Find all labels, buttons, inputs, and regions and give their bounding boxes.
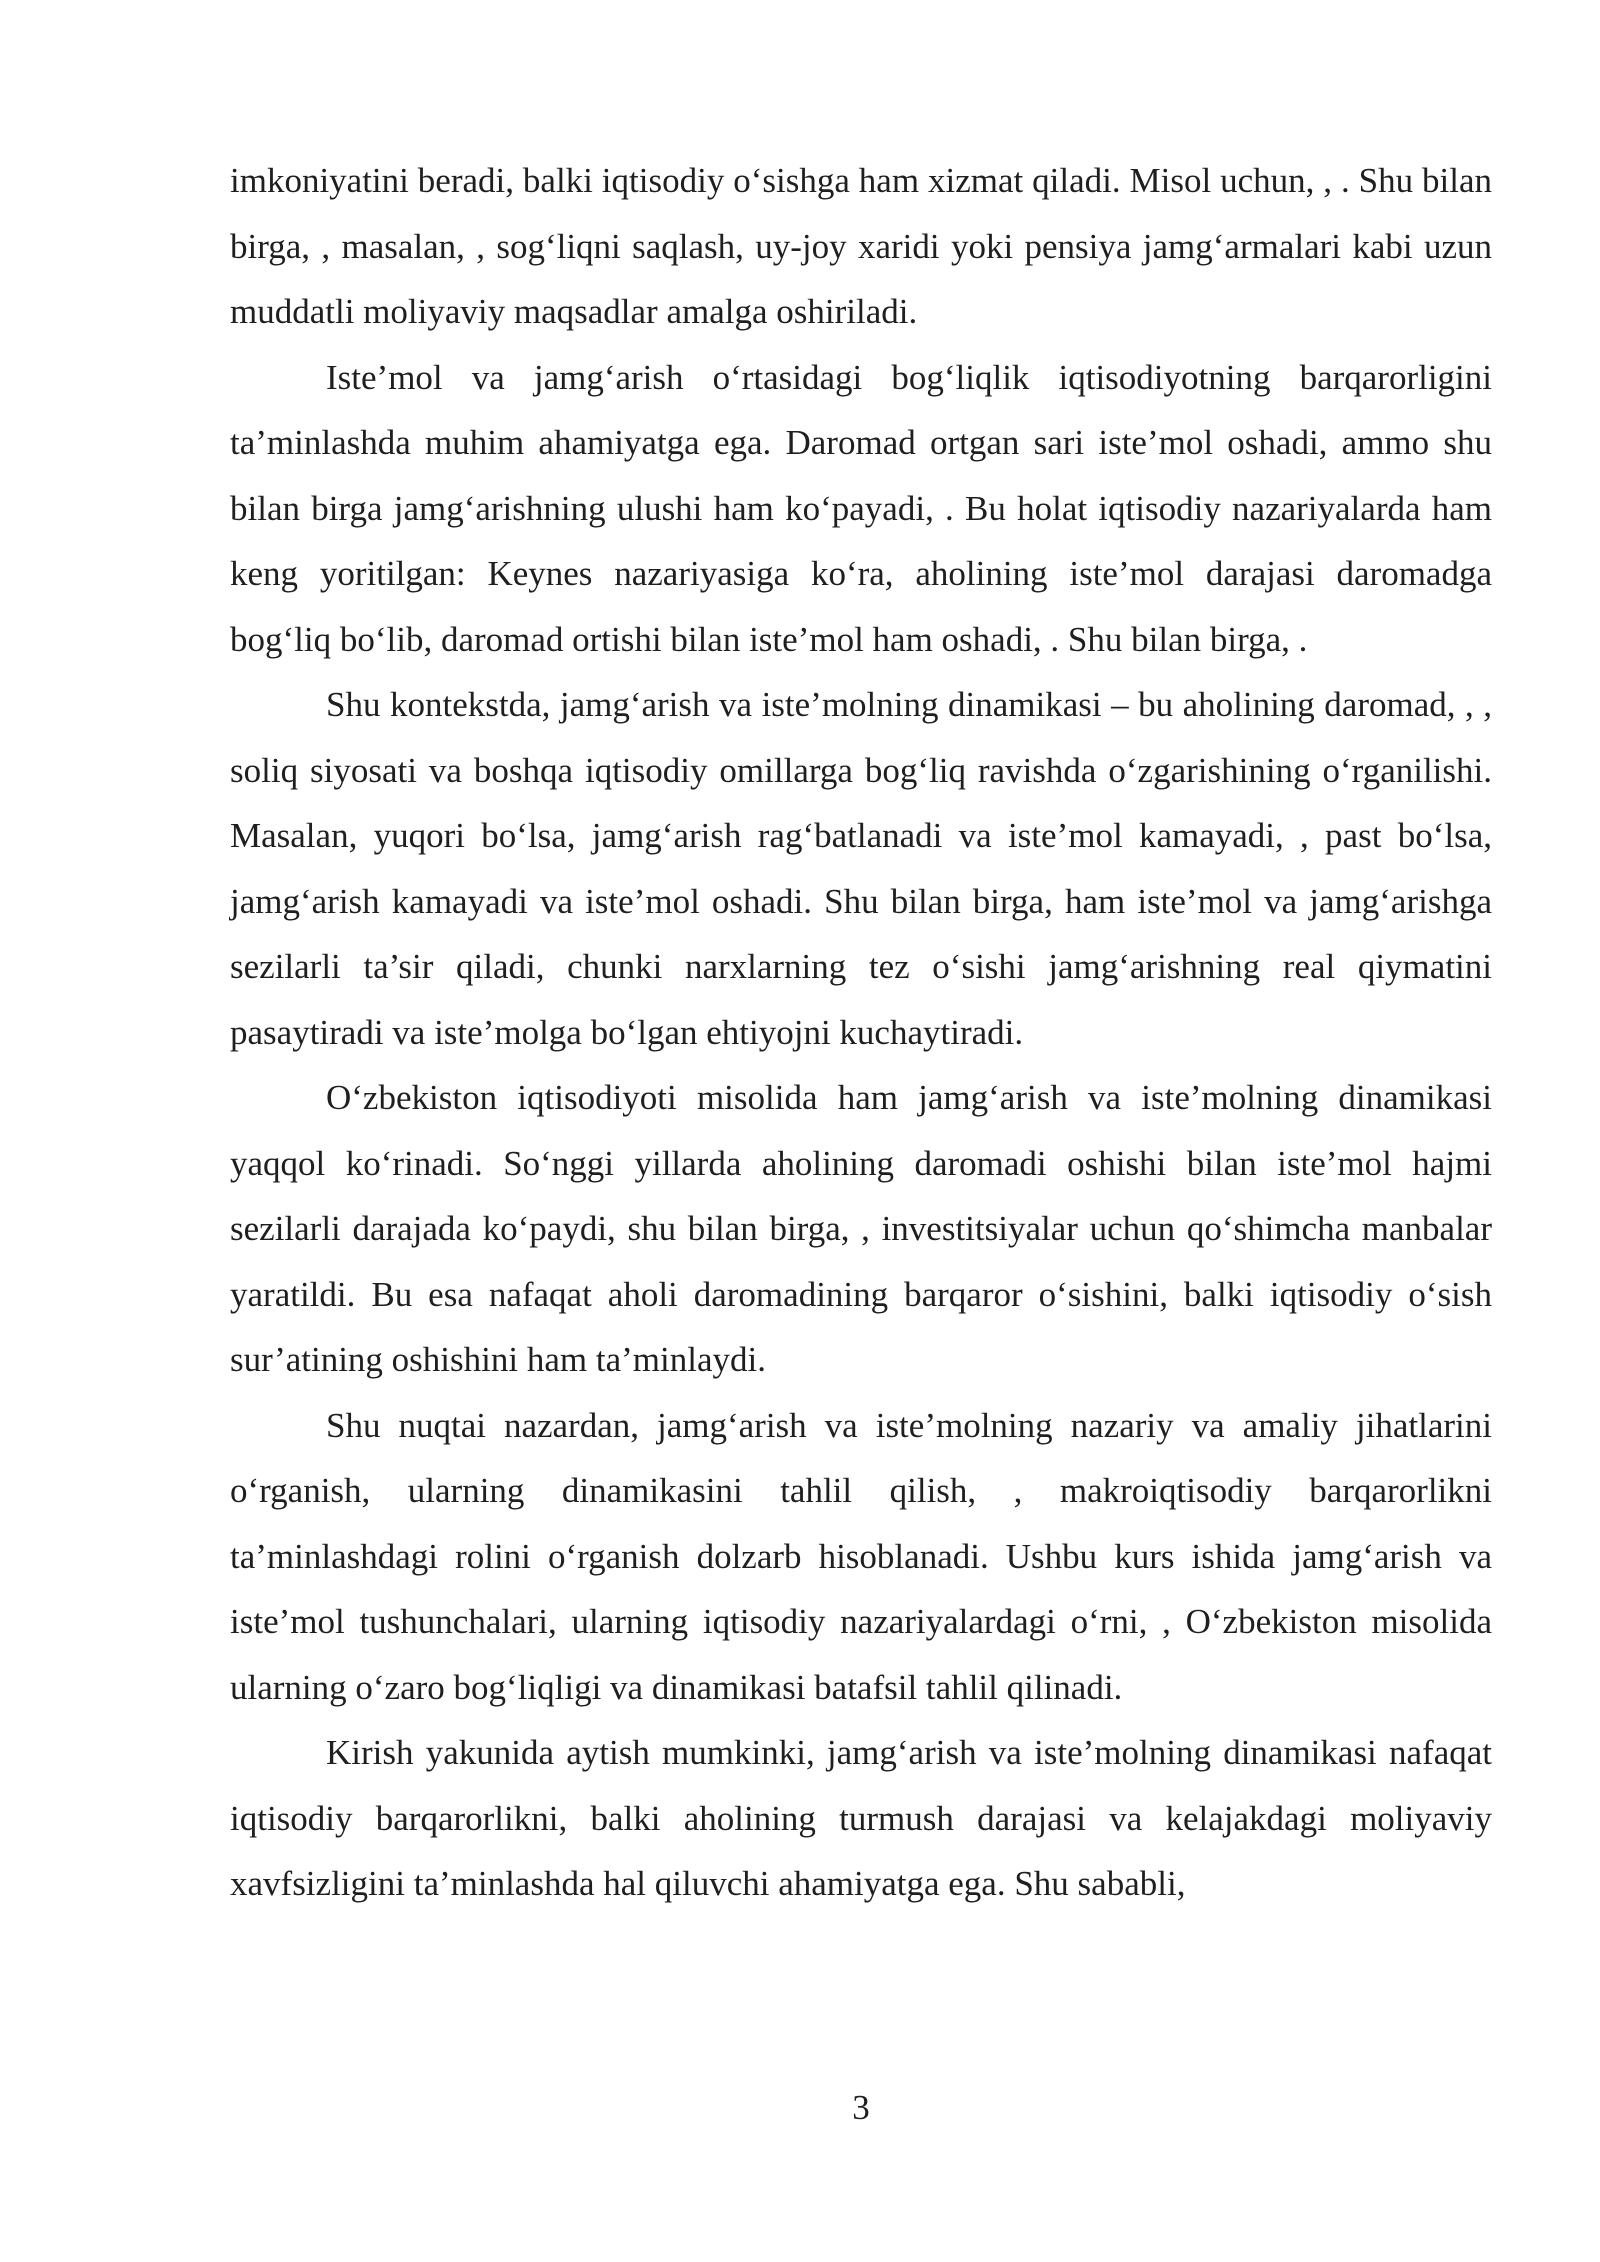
paragraph-continuation: imkoniyatini beradi, balki iqtisodiy o‘sishga ham xizmat qiladi. Misol uchun, , . Shu bilan birga, , masalan, , sog‘liqni saqlash, uy-joy xaridi yoki pensiya jamg‘armalari kabi uzun muddatli moliyaviy maqsadlar amalga oshiriladi. [230, 161, 1492, 331]
paragraph: O‘zbekiston iqtisodiyoti misolida ham jamg‘arish va iste’molning dinamikasi yaqqol ko‘rinadi. So‘nggi yillarda aholining daromadi oshishi bilan iste’mol hajmi sezilarli darajada ko‘paydi, shu bilan birga, , investitsiyalar uchun qo‘shimcha manbalar yaratildi. Bu esa nafaqat aholi daromadining barqaror o‘sishini, balki iqtisodiy o‘sish sur’atining oshishini ham ta’minlaydi. [230, 1078, 1492, 1379]
paragraph: Shu kontekstda, jamg‘arish va iste’molning dinamikasi – bu aholining daromad, , , soliq siyosati va boshqa iqtisodiy omillarga bog‘liq ravishda o‘zgarishining o‘rganilishi. Masalan, yuqori bo‘lsa, jamg‘arish rag‘batlanadi va iste’mol kamayadi, , past bo‘lsa, jamg‘arish kamayadi va iste’mol oshadi. Shu bilan birga, ham iste’mol va jamg‘arishga sezilarli ta’sir qiladi, chunki narxlarning tez o‘sishi jamg‘arishning real qiymatini pasaytiradi va iste’molga bo‘lgan ehtiyojni kuchaytiradi. [230, 685, 1492, 1052]
paragraph: Shu nuqtai nazardan, jamg‘arish va iste’molning nazariy va amaliy jihatlarini o‘rganish, ularning dinamikasini tahlil qilish, , makroiqtisodiy barqarorlikni ta’minlashdagi rolini o‘rganish dolzarb hisoblanadi. Ushbu kurs ishida jamg‘arish va iste’mol tushunchalari, ularning iqtisodiy nazariyalardagi o‘rni, , O‘zbekiston misolida ularning o‘zaro bog‘liqligi va dinamikasi batafsil tahlil qilinadi. [230, 1405, 1492, 1707]
document-body [230, 148, 1492, 1917]
page-number: 3 [852, 2088, 870, 2127]
paragraph: Iste’mol va jamg‘arish o‘rtasidagi bog‘liqlik iqtisodiyotning barqarorligini ta’minlashda muhim ahamiyatga ega. Daromad ortgan sari iste’mol oshadi, ammo shu bilan birga jamg‘arishning ulushi ham ko‘payadi, . Bu holat iqtisodiy nazariyalarda ham keng yoritilgan: Keynes nazariyasiga ko‘ra, aholining iste’mol darajasi daromadga bog‘liq bo‘lib, daromad ortishi bilan iste’mol ham oshadi, . Shu bilan birga, . [230, 357, 1492, 659]
paragraph: Kirish yakunida aytish mumkinki, jamg‘arish va iste’molning dinamikasi nafaqat iqtisodiy barqarorlikni, balki aholining turmush darajasi va kelajakdagi moliyaviy xavfsizligini ta’minlashda hal qiluvchi ahamiyatga ega. Shu sababli, [230, 1733, 1492, 1903]
